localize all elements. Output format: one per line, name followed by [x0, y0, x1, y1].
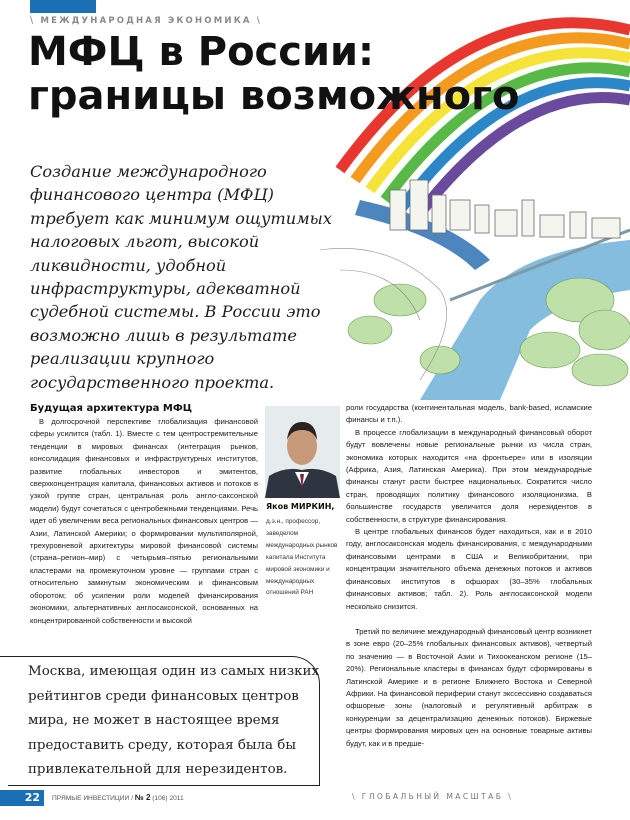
body-paragraph: В процессе глобализации в международный финансовый оборот будут вовлечены новые региональные рынки из числа стран, экономика которых находится «на фронтьере» или в изоляции (Африка, Азия, Латинская Америка). При этом международные финансы станут расти быстрее национальных. Сократится число стран, проводящих политику финансового изоляционизма. В большинстве государств увеличится доля нерезидентов в собственности, в структуре финансирования.	[346, 427, 592, 524]
author-photo	[265, 406, 340, 498]
body-paragraph: В центре глобальных финансов будет находиться, как и в 2010 году, англосаксонская модель финансирования, с международными финансовыми центрами в США и Великобритании, при концентрации значительного объема денежных потоков и активов финансовых институтов в офшорах (30–35% глобальных финансовых активов; табл. 2). Роль англосаксонской модели несколько снизится.	[346, 527, 592, 611]
magazine-credit	[52, 793, 184, 802]
title-line-2: границы возможного	[28, 73, 520, 119]
section-label: \ МЕЖДУНАРОДНАЯ ЭКОНОМИКА \	[30, 16, 263, 26]
pull-quote: Москва, имеющая один из самых низких рейтингов среди финансовых центров мира, не может в настоящее время предоставить среду, которая была бы привлекательной для нерезидентов.	[28, 664, 319, 778]
top-accent-bar	[30, 0, 96, 13]
magazine-name: ПРЯМЫЕ ИНВЕСТИЦИИ /	[52, 795, 133, 802]
footer-section-label: \ ГЛОБАЛЬНЫЙ МАСШТАБ \	[352, 792, 514, 801]
page-number: 22	[0, 790, 44, 806]
article-subhead: Будущая архитектура МФЦ	[30, 403, 193, 414]
body-column-1	[30, 416, 258, 627]
issue-year: (106) 2011	[152, 795, 184, 802]
body-column-3	[346, 402, 592, 613]
issue-number: № 2	[134, 793, 151, 802]
body-paragraph: Третий по величине международный финансовый центр возникнет в зоне евро (20–25% глобальных финансовых активов), четвертый по значению — в Восточной Азии и Тихоокеанском регионе (15–20%). Региональные кластеры в финансах будут сформированы в Латинской Америке и в регионе Ближнего Востока и Северной Африки. На финансовой периферии станут экссесcивно создаваться офшорные зоны (налоговый и регулятивный арбитраж в конкуренции за децентрализацию денежных потоков). Биржевые центры формирования мировых цен на основные товарные активы будут, как и в предше-	[346, 627, 592, 748]
body-column-3-continued	[346, 626, 592, 750]
lead-paragraph: Создание международного финансового центра (МФЦ) требует как минимум ощутимых налоговых льгот, высокой ликвидности, удобной инфраструктуры, адекватной судебной системы. В России это возможно лишь в результате реализации крупного государственного проекта.	[30, 162, 332, 392]
author-role: д.э.н., профессор, заведелом международных рынков капитала Института мировой экономики и международных отношений РАН	[266, 518, 338, 597]
title-line-1: МФЦ в России:	[28, 29, 375, 75]
author-name: Яков МИРКИН,	[266, 502, 335, 511]
body-paragraph: В долгосрочной перспективе глобализация финансовой сферы усилится (табл. 1). Вместе с тем центростремительные тенденции в мировых финансах (интеграция рынков, консолидация финансовых и инфраструктурных институтов, развитие глобальных инвесторов и эмитентов, сверхконцентрация капитала, финансовых активов и потоков в узкой группе стран, центральная роль англо-саксонской модели) будут сочетаться с центробежными тенденциями. Речь идет об увеличении веса региональных финансовых центров — Азии, Латинской Америки; о формировании мультиполярной, трехуровневой архитектуры мировой финансовой системы (страна–регион–мир) с четырьмя–пятью региональными кластерами на промежуточном уровне — группами стран с относительно замкнутым экономическим и финансовым оборотом; об усилении роли моделей финансирования экономики, альтернативных англосаксонской, основанных на концентрированной собственности и высокой	[30, 417, 258, 625]
page-title	[28, 30, 519, 118]
body-paragraph: роли государства (континентальная модель, bank-based, исламские финансы и т.п.).	[346, 403, 592, 425]
